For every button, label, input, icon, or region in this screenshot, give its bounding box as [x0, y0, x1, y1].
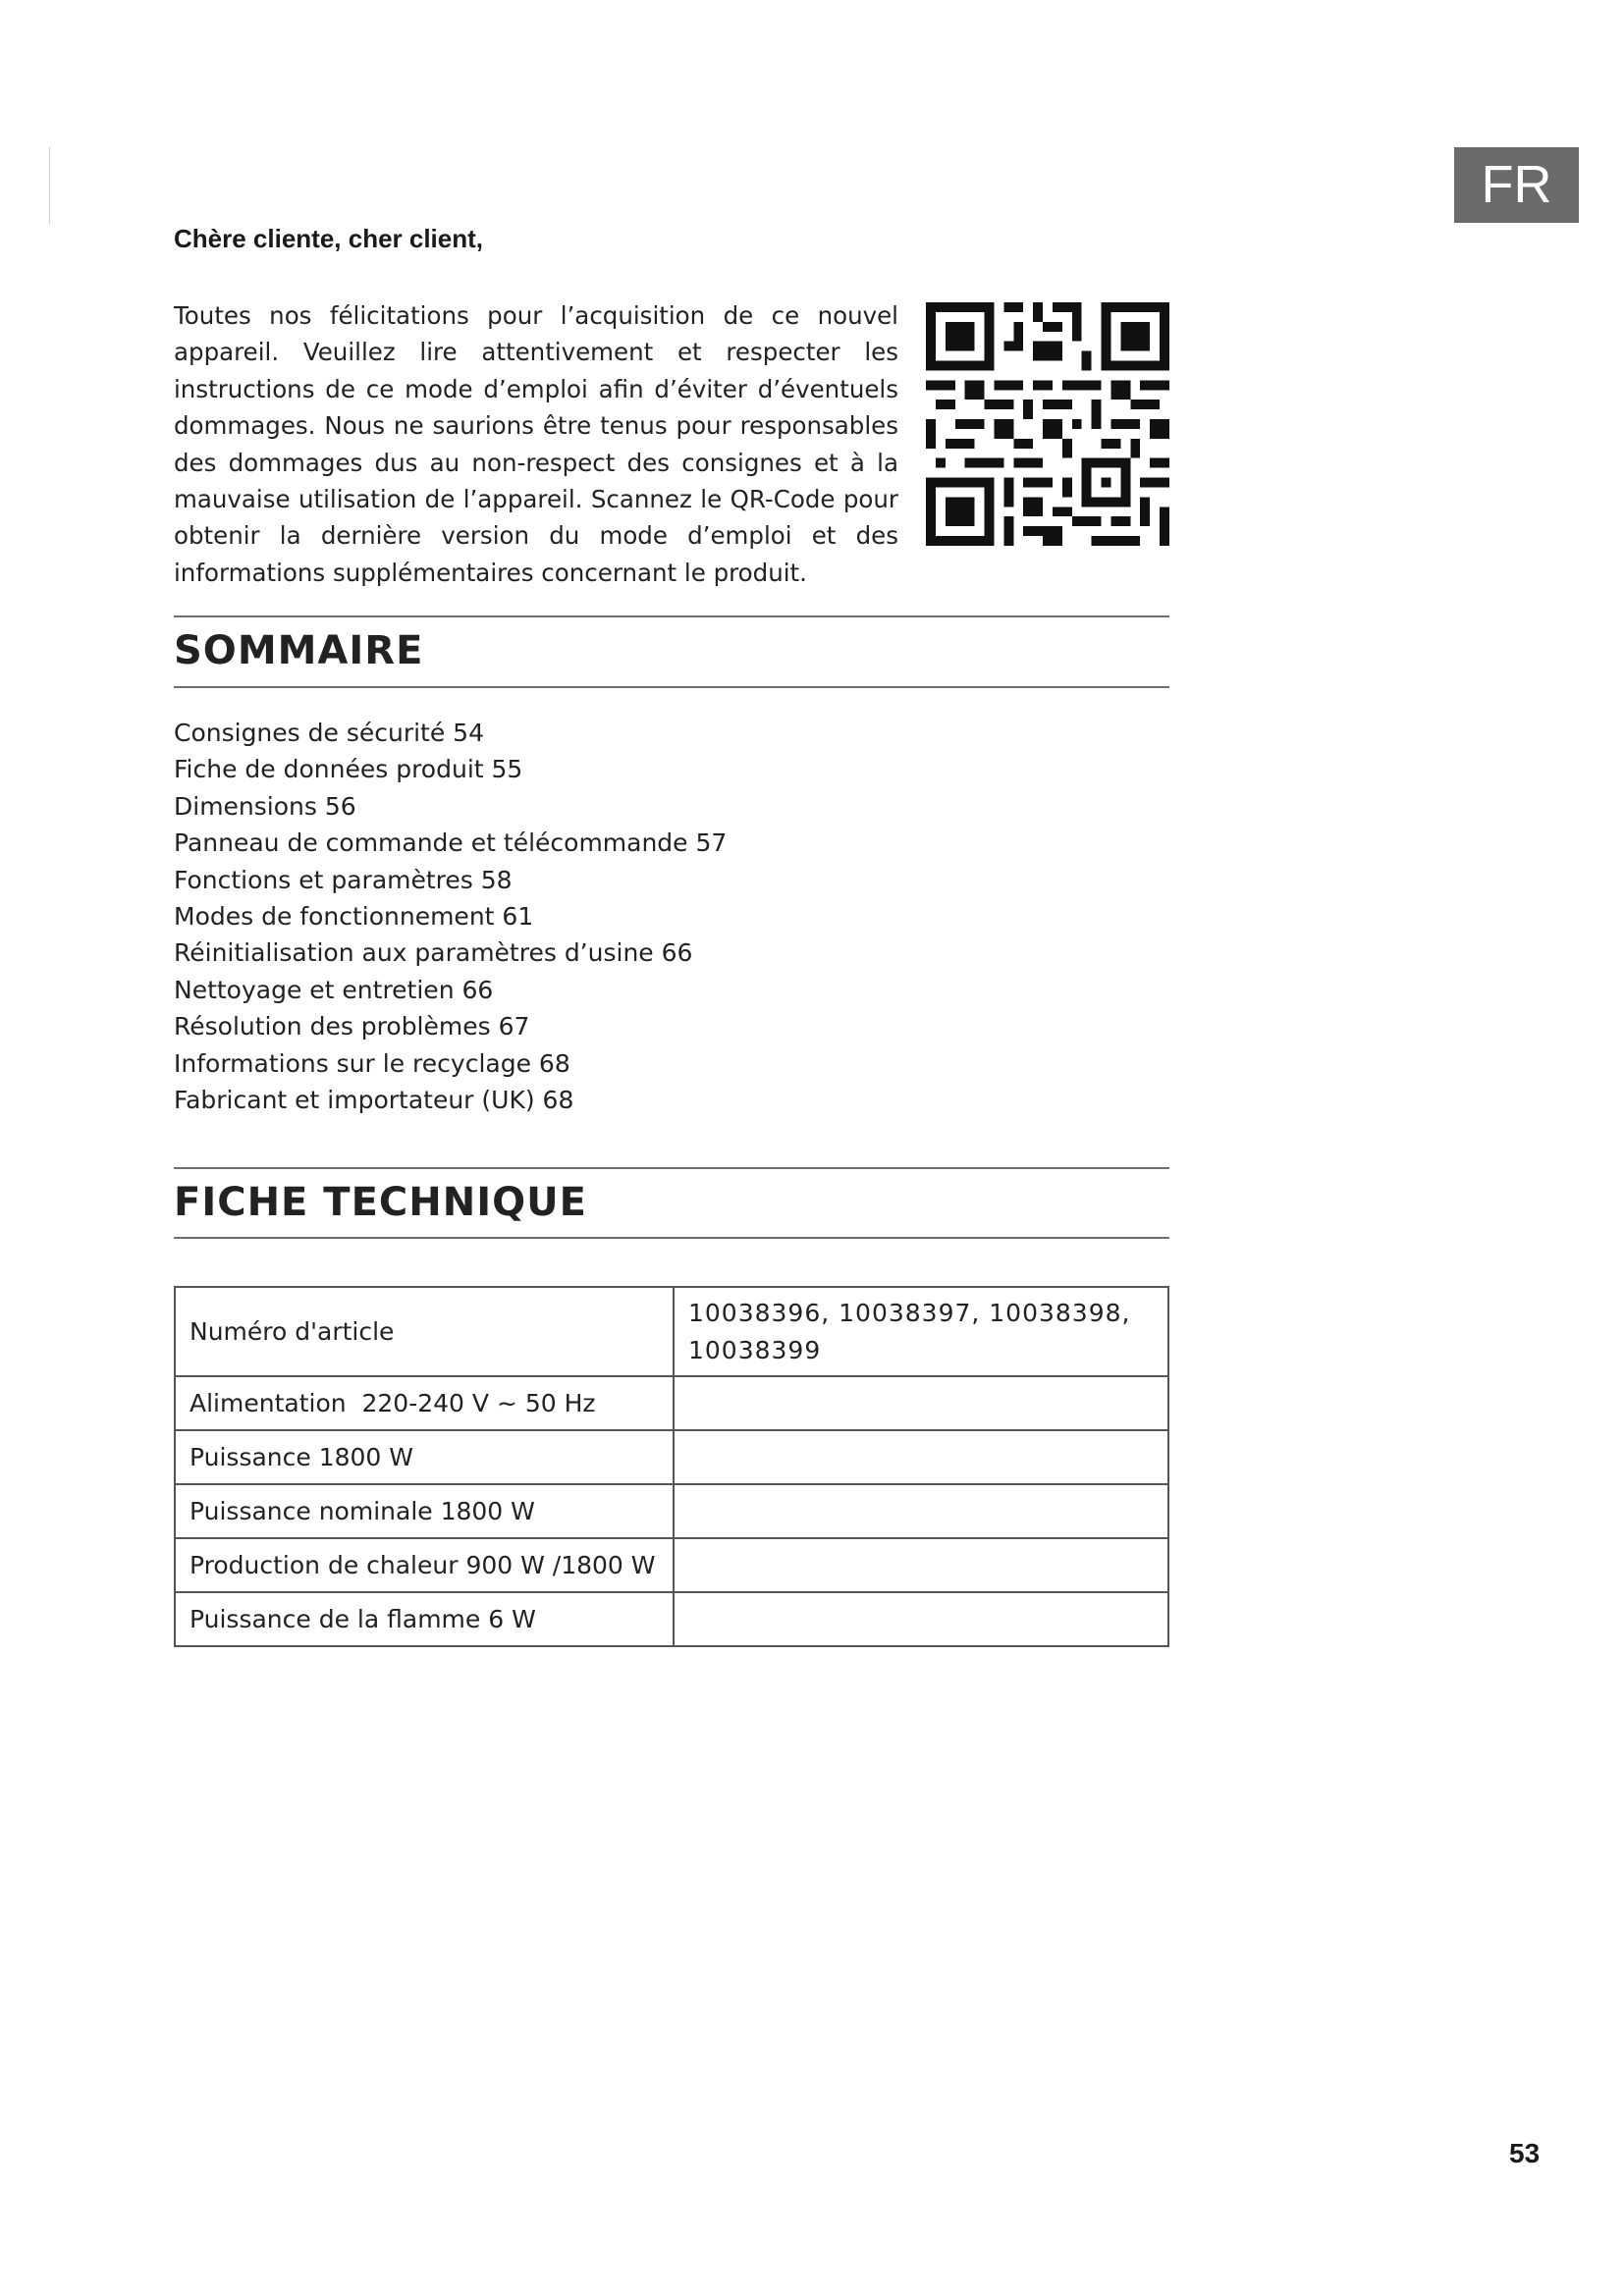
- table-row: [175, 1538, 1168, 1592]
- toc-item: Nettoyage et entretien 66: [174, 975, 494, 1004]
- toc-item: Résolution des problèmes 67: [174, 1012, 530, 1041]
- spec-label: Puissance nominale 1800 W: [175, 1484, 674, 1538]
- spec-label: Alimentation 220-240 V ~ 50 Hz: [175, 1376, 674, 1430]
- toc-item: Modes de fonctionnement 61: [174, 901, 534, 931]
- spec-value: [674, 1592, 1168, 1646]
- language-tab: FR: [1454, 147, 1579, 223]
- fiche-title: FICHE TECHNIQUE: [174, 1180, 587, 1225]
- toc-item: Dimensions 56: [174, 791, 356, 821]
- margin-divider: [49, 147, 50, 224]
- toc-item: Panneau de commande et télécommande 57: [174, 828, 728, 858]
- sommaire-title: SOMMAIRE: [174, 628, 424, 673]
- page-number: 53: [1509, 2138, 1541, 2168]
- spec-value: [674, 1538, 1168, 1592]
- toc-item: Fabricant et importateur (UK) 68: [174, 1085, 574, 1114]
- toc-item: Informations sur le recyclage 68: [174, 1048, 570, 1078]
- table-row: [175, 1484, 1168, 1538]
- table-row: [175, 1592, 1168, 1646]
- spec-value: [674, 1484, 1168, 1538]
- greeting: Chère cliente, cher client,: [174, 224, 484, 253]
- toc-item: Consignes de sécurité 54: [174, 719, 484, 747]
- specs-table: [174, 1286, 1169, 1647]
- table-of-contents: [174, 715, 727, 1118]
- sommaire-top-rule: [174, 615, 1169, 617]
- toc-item: Fonctions et paramètres 58: [174, 865, 513, 894]
- spec-value: [674, 1376, 1168, 1430]
- spec-label: Production de chaleur 900 W /1800 W: [175, 1538, 674, 1592]
- spec-value: 10038396, 10038397, 10038398, 10038399: [674, 1287, 1168, 1376]
- spec-label: Puissance de la flamme 6 W: [175, 1592, 674, 1646]
- spec-label: Numéro d'article: [175, 1287, 674, 1376]
- table-row: [175, 1376, 1168, 1430]
- table-row: [175, 1287, 1168, 1376]
- spec-label: Puissance 1800 W: [175, 1430, 674, 1484]
- sommaire-bottom-rule: [174, 686, 1169, 688]
- toc-item: Fiche de données produit 55: [174, 755, 523, 784]
- table-row: [175, 1430, 1168, 1484]
- toc-item: Réinitialisation aux paramètres d’usine 66: [174, 938, 693, 968]
- intro-paragraph: Toutes nos félicitations pour l’acquisition de ce nouvel appareil. Veuillez lire attentivement et respecter les instructions de ce mode d’emploi afin d’éviter d’éventuels dommages. Nous ne saurions être tenus pour responsables des dommages dus au non-respect des consignes et à la mauvaise utilisation de l’appareil. Scannez le QR-Code pour obtenir la dernière version du mode d’emploi et des informations supplémentaires concernant le produit.: [174, 301, 898, 587]
- fiche-top-rule: [174, 1167, 1169, 1169]
- fiche-bottom-rule: [174, 1237, 1169, 1239]
- qr-code-icon[interactable]: [926, 302, 1169, 546]
- spec-value: [674, 1430, 1168, 1484]
